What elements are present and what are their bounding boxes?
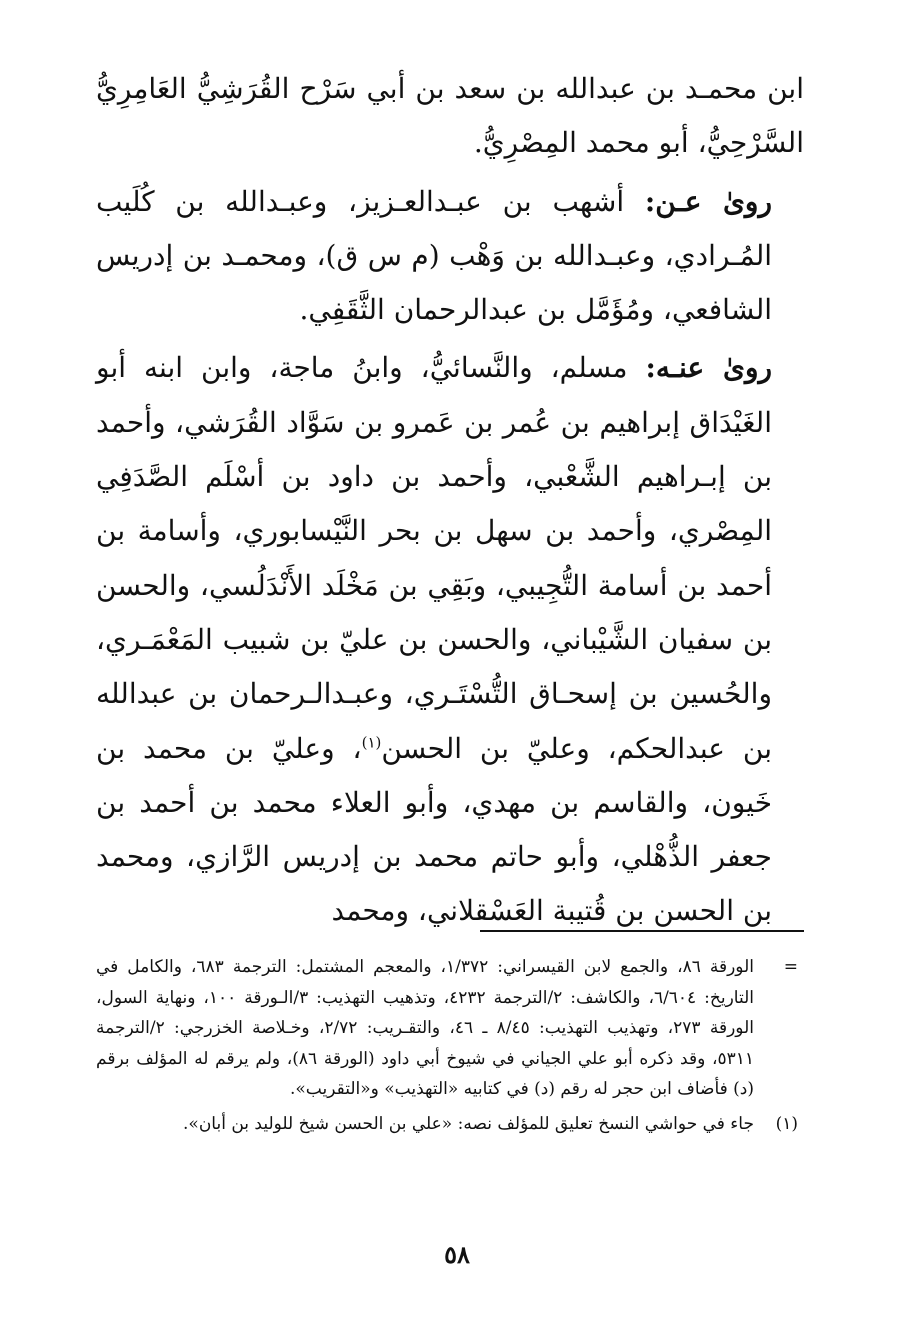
footnote-text: الورقة ٨٦، والجمع لابن القيسراني: ١/٣٧٢، والمعجم المشتمل: الترجمة ٦٨٣، والكامل في التاريخ: ٦/٦٠٤، والكاشف: ٢/الترجمة ٤٢٣٢، وتذهيب التهذيب: ٣/الـورقة ١٠٠، ونهاية السول، الورقة ٢٧٣، وتهذيب التهذيب: ٨/٤٥ ـ ٤٦، والتقـريب: ٢/٧٢، وخـلاصة الخزرجي: ٢/الترجمة ٥٣١١، وقد ذكره أبو علي الجياني في شيوخ أبي داود (الورقة ٨٦)، ولم يرقم له المؤلف برقم (د) فأضاف ابن حجر له رقم (د) في كتابيه «التهذيب» و«التقريب». bbox=[96, 957, 755, 1099]
footnote-1 bbox=[96, 1109, 808, 1140]
narrated-from-paragraph bbox=[96, 175, 804, 338]
page-number: ٥٨ bbox=[444, 1240, 470, 1269]
narrated-by-heading: روىٰ عنـه: bbox=[645, 351, 772, 385]
footnote-continued bbox=[96, 952, 808, 1105]
narrated-from-heading: روىٰ عـن: bbox=[644, 184, 772, 218]
lineage-text: ابن محمـد بن عبدالله بن سعد بن أبي سَرْح القُرَشِيُّ العَامِرِيُّ السَّرْحِيُّ، أبو محمد المِصْرِيُّ. bbox=[96, 72, 804, 160]
footnotes-section bbox=[96, 952, 808, 1139]
lineage-paragraph bbox=[96, 62, 804, 171]
footnote-reference-marker: (١) bbox=[361, 733, 382, 752]
narrated-by-text-end: ، وعليّ بن محمد بن خَيون، والقاسم بن مهدي، وأبو العلاء محمد بن أحمد بن جعفر الذُّهْلي، وأبو حاتم محمد بن إدريس الرَّازي، ومحمد بن الحسن بن قُتيبة العَسْقلاني، ومحمد bbox=[96, 731, 772, 928]
narrated-by-paragraph bbox=[96, 341, 804, 938]
footnote-separator-line bbox=[480, 930, 804, 932]
narrated-by-text-start: مسلم، والنَّسائيُّ، وابنُ ماجة، وابن ابنه أبو الغَيْدَاق إبراهيم بن عُمر بن عَمرو بن سَوَّاد القُرَشي، وأحمد بن إبـراهيم الشَّعْبي، وأحمد بن داود بن أسْلَم الصَّدَفِي المِصْري، وأحمد بن سهل بن بحر النَّيْسابوري، وأسامة بن أحمد بن أسامة التُّجِيبي، وبَقِي بن مَخْلَد الأَنْدَلُسي، والحسن بن سفيان الشَّيْباني، والحسن بن عليّ بن شبيب المَعْمَـري، والحُسين بن إسحـاق التُّسْتَـري، وعبـدالـرحمان بن عبدالله بن عبدالحكم، وعليّ بن الحسن bbox=[96, 351, 772, 765]
biography-body bbox=[96, 62, 804, 939]
footnote-text: جاء في حواشي النسخ تعليق للمؤلف نصه: «علي بن الحسن شيخ للوليد بن أبان». bbox=[183, 1113, 754, 1134]
narrated-from-text: أشهب بن عبـدالعـزيز، وعبـدالله بن كُلَيب المُـرادي، وعبـدالله بن وَهْب (م س ق)، ومحمـد بن إدريس الشافعي، ومُؤَمَّل بن عبدالرحمان الثَّقَفِي. bbox=[96, 184, 772, 327]
footnote-marker: = bbox=[783, 957, 798, 977]
footnote-marker: (١) bbox=[775, 1113, 798, 1134]
